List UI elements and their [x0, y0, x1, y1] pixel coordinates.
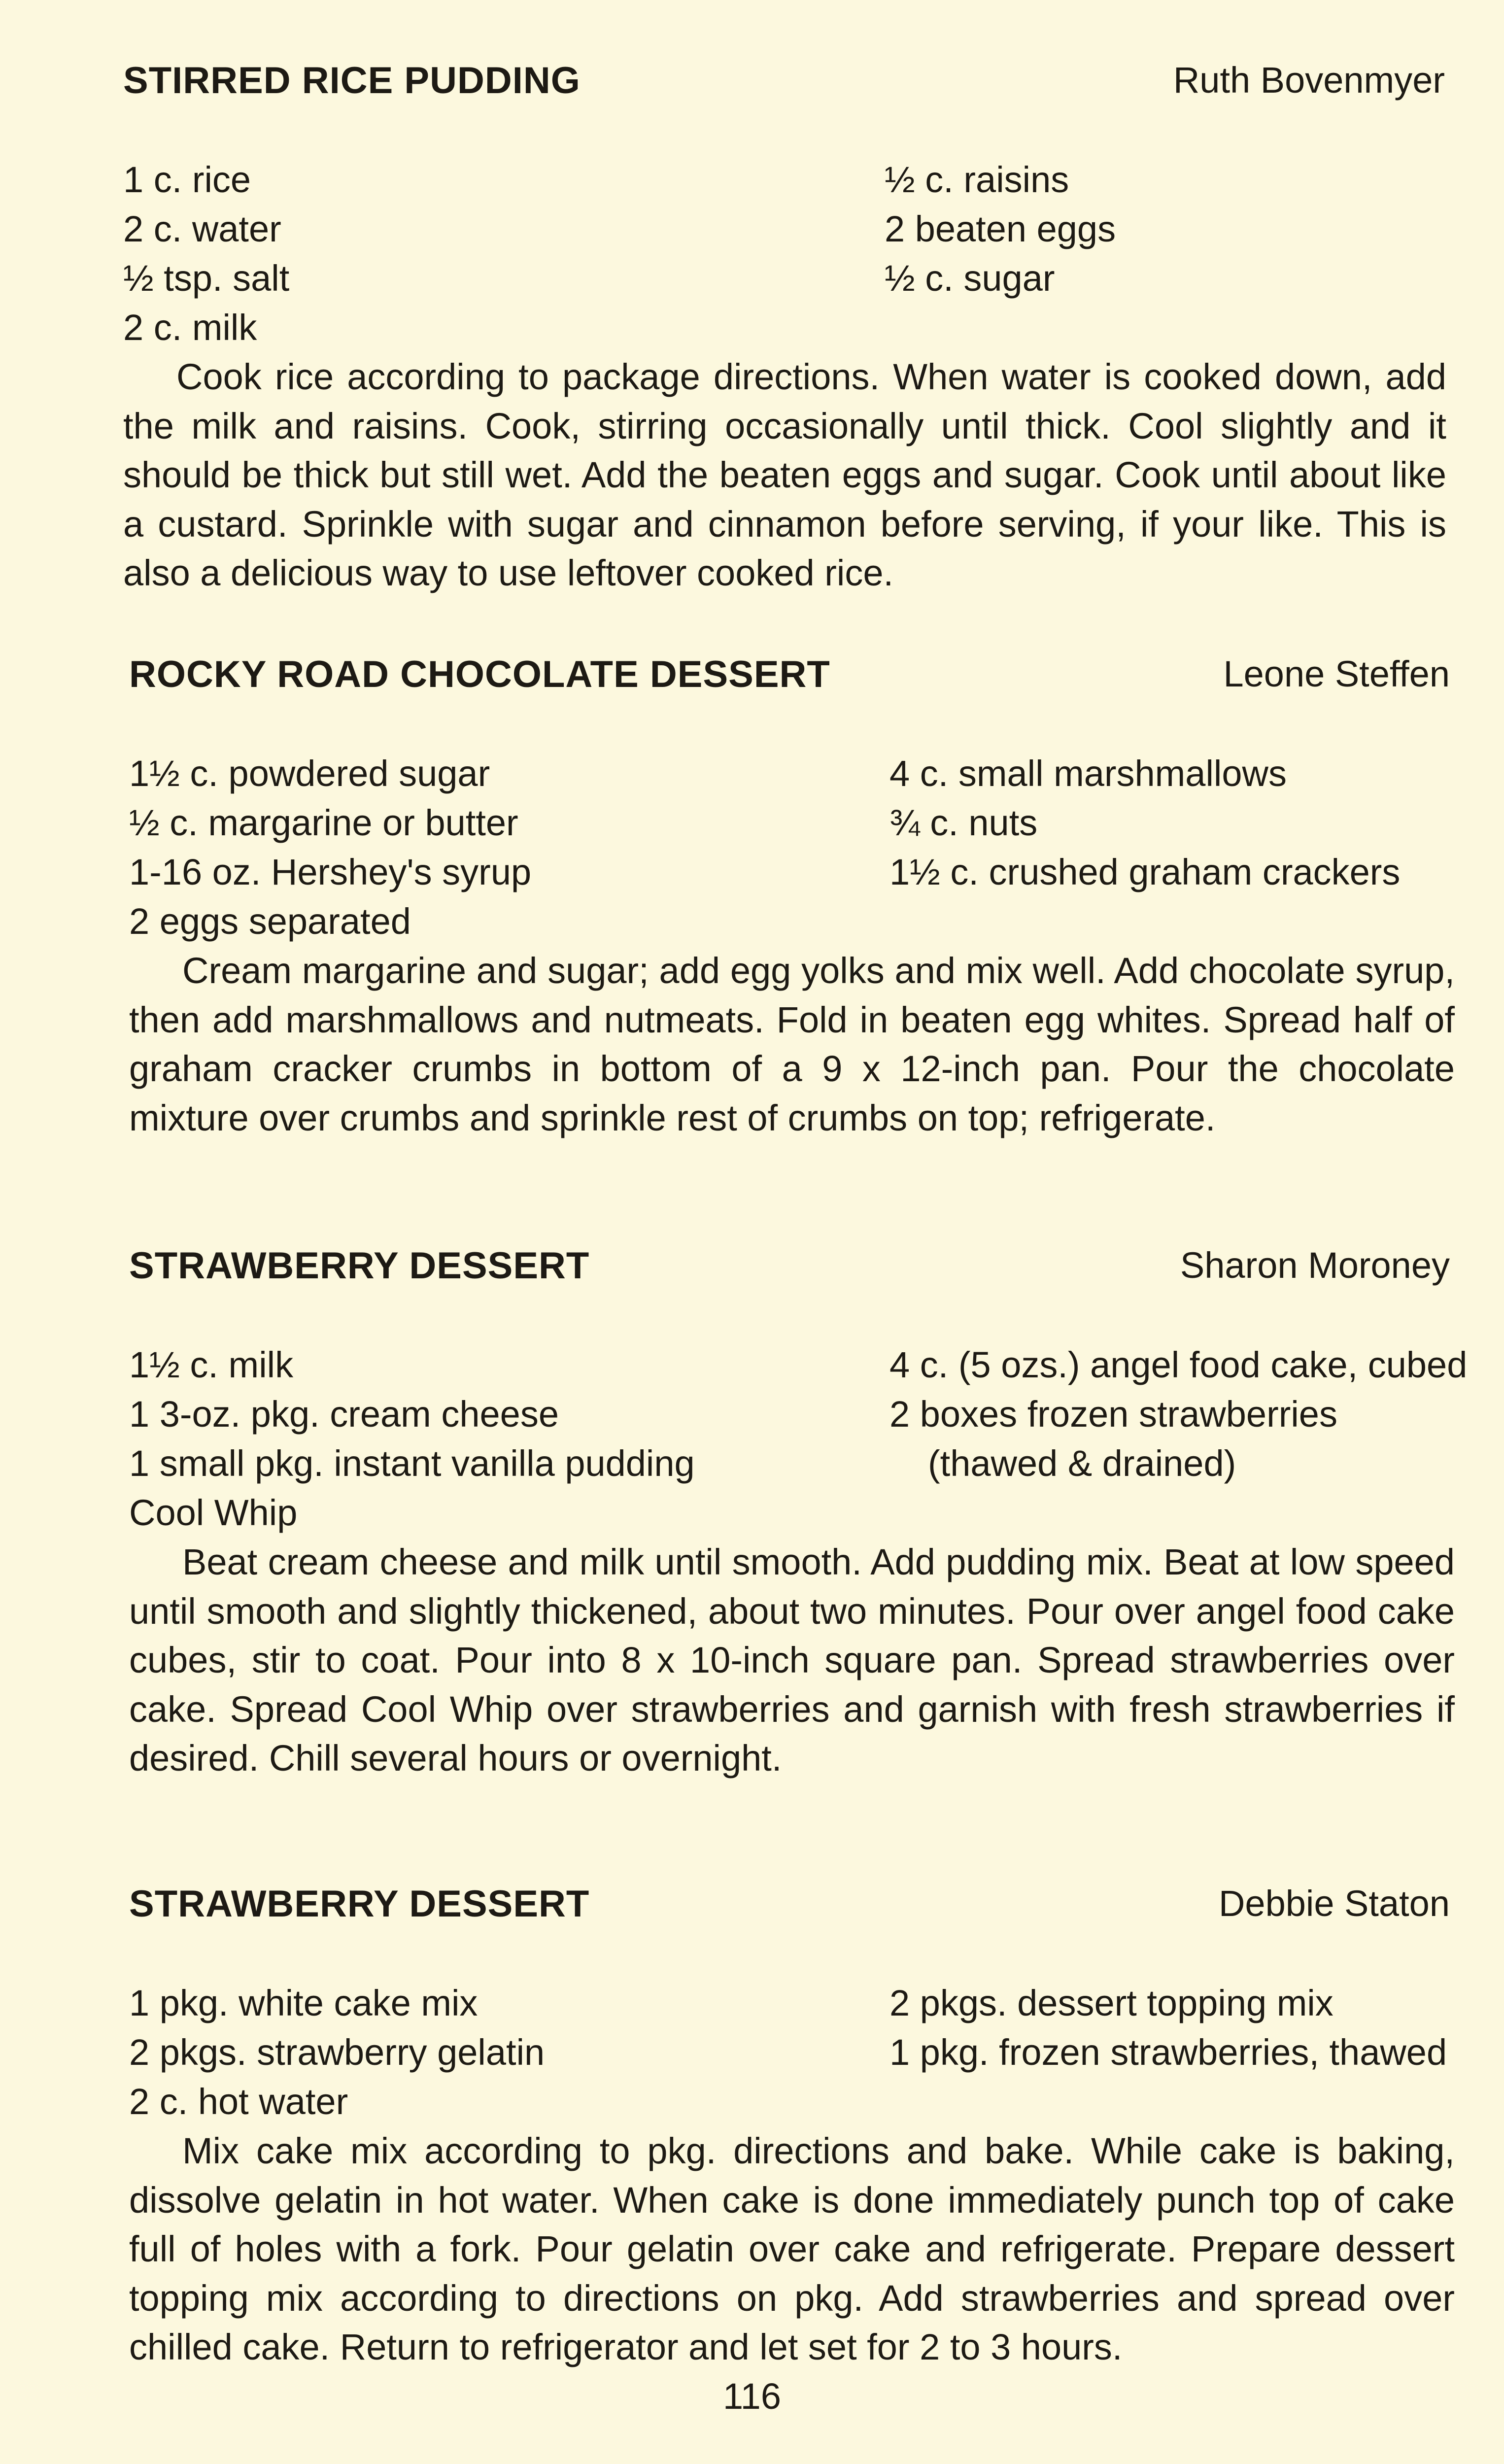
ingredient: ½ c. raisins	[885, 159, 1069, 200]
ingredient: 1-16 oz. Hershey's syrup	[129, 852, 532, 892]
ingredient: 4 c. (5 ozs.) angel food cake, cubed	[889, 1344, 1468, 1385]
ingredient: (thawed & drained)	[928, 1443, 1236, 1484]
ingredient: 2 eggs separated	[129, 901, 411, 942]
ingredient: 1½ c. powdered sugar	[129, 753, 490, 794]
ingredients-right	[885, 155, 1116, 303]
ingredient: 1 pkg. frozen strawberries, thawed	[889, 2032, 1447, 2073]
recipe-directions: Mix cake mix according to pkg. directions and bake. While cake is baking, dissolve gelatin in hot water. When cake is done immediately punch top of cake full of holes with a fork. Pour gelatin over cake and refrigerate. Prepare dessert topping mix according to directions on pkg. Add strawberries and spread over chilled cake. Return to refrigerator and let set for 2 to 3 hours.	[129, 2130, 1455, 2367]
recipe-title: STIRRED RICE PUDDING	[123, 60, 581, 102]
ingredient: 2 c. hot water	[129, 2081, 348, 2122]
ingredient: 1 pkg. white cake mix	[129, 1983, 478, 2023]
recipe-author: Leone Steffen	[1223, 653, 1450, 694]
ingredient: ½ c. margarine or butter	[129, 802, 518, 843]
recipe-directions: Cook rice according to package directions. When water is cooked down, add the milk and raisins. Cook, stirring occasionally until thick. Cool slightly and it should be thick but still wet. Add the beaten eggs and sugar. Cook until about like a custard. Sprinkle with sugar and cinnamon before serving, if your like. This is also a delicious way to use leftover cooked rice.	[123, 356, 1446, 593]
ingredients-left	[129, 1340, 695, 1538]
ingredient: ¾ c. nuts	[889, 802, 1038, 843]
ingredients-right	[889, 1979, 1447, 2077]
ingredients-left	[123, 155, 289, 352]
recipe-author: Ruth Bovenmyer	[1173, 60, 1445, 101]
recipe-title: STRAWBERRY DESSERT	[129, 1245, 590, 1287]
ingredient: 2 pkgs. dessert topping mix	[889, 1983, 1333, 2023]
ingredient: ½ tsp. salt	[123, 258, 290, 299]
ingredient: 2 boxes frozen strawberries	[889, 1394, 1337, 1435]
ingredient: 2 c. water	[123, 208, 281, 249]
recipe-directions: Cream margarine and sugar; add egg yolks and mix well. Add chocolate syrup, then add marshmallows and nutmeats. Fold in beaten egg whites. Spread half of graham cracker crumbs in bottom of a 9 x 12-inch pan. Pour the chocolate mixture over crumbs and sprinkle rest of crumbs on top; refrigerate.	[129, 950, 1455, 1138]
ingredients-right	[889, 1340, 1467, 1488]
ingredient: 1½ c. crushed graham crackers	[889, 852, 1401, 892]
ingredient: 2 c. milk	[123, 307, 257, 348]
ingredient: 1 3-oz. pkg. cream cheese	[129, 1394, 559, 1435]
ingredient: 2 beaten eggs	[885, 208, 1116, 249]
ingredients-right	[889, 749, 1400, 897]
ingredient: 1 small pkg. instant vanilla pudding	[129, 1443, 695, 1484]
ingredient: 1 c. rice	[123, 159, 251, 200]
page-number: 116	[723, 2376, 781, 2417]
ingredients-left	[129, 749, 531, 946]
ingredient: 4 c. small marshmallows	[889, 753, 1287, 794]
ingredient: Cool Whip	[129, 1492, 298, 1533]
recipe-title: STRAWBERRY DESSERT	[129, 1883, 590, 1925]
recipe-author: Sharon Moroney	[1180, 1245, 1450, 1286]
ingredient: 2 pkgs. strawberry gelatin	[129, 2032, 545, 2073]
ingredient: ½ c. sugar	[885, 258, 1055, 299]
recipe-author: Debbie Staton	[1218, 1883, 1450, 1924]
ingredients-left	[129, 1979, 545, 2126]
ingredient: 1½ c. milk	[129, 1344, 294, 1385]
recipe-title: ROCKY ROAD CHOCOLATE DESSERT	[129, 653, 830, 695]
recipe-directions: Beat cream cheese and milk until smooth. Add pudding mix. Beat at low speed until smooth and slightly thickened, about two minutes. Pour over angel food cake cubes, stir to coat. Pour into 8 x 10-inch square pan. Spread strawberries over cake. Spread Cool Whip over strawberries and garnish with fresh strawberries if desired. Chill several hours or overnight.	[129, 1541, 1455, 1779]
